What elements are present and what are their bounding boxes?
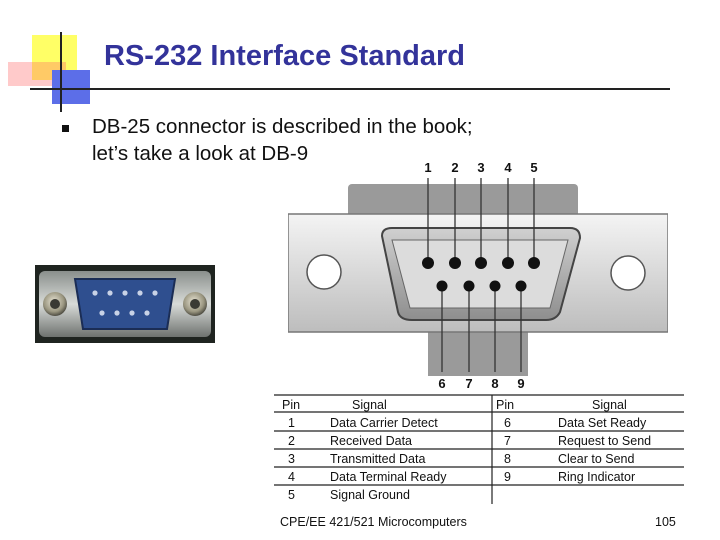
- header-pin-left: Pin: [282, 398, 301, 412]
- cell-r2-signal: Received Data: [330, 434, 412, 448]
- cell-r1-pin: 1: [288, 416, 295, 430]
- pin-label-8: 8: [491, 376, 499, 391]
- bullet-line-2: let’s take a look at DB-9: [92, 142, 309, 165]
- db9-pinout-diagram: [288, 152, 668, 392]
- cell-r2-pin: 2: [288, 434, 295, 448]
- pin-label-1: 1: [424, 160, 432, 175]
- cell-r5-pin: 5: [288, 488, 295, 502]
- header-pin-right: Pin: [496, 398, 515, 412]
- diagram-inner-face: [392, 240, 568, 308]
- cell-r3-pin: 3: [288, 452, 295, 466]
- pin-label-2: 2: [451, 160, 459, 175]
- cell-r4-pin: 4: [288, 470, 295, 484]
- bullet-line-1: DB-25 connector is described in the book;: [92, 115, 473, 138]
- diagram-mount-hole-right: [611, 256, 645, 290]
- photo-screw-hole-right: [190, 299, 200, 309]
- pin-label-7: 7: [465, 376, 473, 391]
- cell-r4-signal2: Ring Indicator: [558, 470, 636, 484]
- cell-r2-pin2: 7: [504, 434, 511, 448]
- header-signal-left: Signal: [352, 398, 387, 412]
- cell-r3-signal: Transmitted Data: [330, 452, 426, 466]
- cell-r4-signal: Data Terminal Ready: [330, 470, 447, 484]
- pin-label-3: 3: [477, 160, 485, 175]
- diagram-mount-hole-left: [307, 255, 341, 289]
- cell-r5-signal: Signal Ground: [330, 488, 410, 502]
- cell-r4-pin2: 9: [504, 470, 511, 484]
- pin-label-6: 6: [438, 376, 446, 391]
- pin-label-5: 5: [530, 160, 538, 175]
- pin-label-9: 9: [517, 376, 525, 391]
- header-signal-right: Signal: [592, 398, 627, 412]
- footer-course: CPE/EE 421/521 Microcomputers: [280, 515, 467, 529]
- decor-vertical-line: [60, 32, 62, 112]
- bullet-marker: [62, 125, 69, 132]
- title-underline: [30, 88, 670, 90]
- decor-square-blue: [52, 70, 90, 104]
- photo-screw-hole-left: [50, 299, 60, 309]
- cell-r1-signal2: Data Set Ready: [558, 416, 647, 430]
- pin-signal-table: [274, 392, 686, 506]
- cell-r3-pin2: 8: [504, 452, 511, 466]
- cell-r1-pin2: 6: [504, 416, 511, 430]
- cell-r2-signal2: Request to Send: [558, 434, 652, 448]
- pin-label-4: 4: [504, 160, 512, 175]
- page-number: 105: [655, 515, 676, 529]
- photo-connector-face: [75, 279, 175, 329]
- slide-title: RS-232 Interface Standard: [104, 40, 466, 72]
- db9-photo: [35, 265, 215, 343]
- cell-r1-signal: Data Carrier Detect: [330, 416, 438, 430]
- cell-r3-signal2: Clear to Send: [558, 452, 635, 466]
